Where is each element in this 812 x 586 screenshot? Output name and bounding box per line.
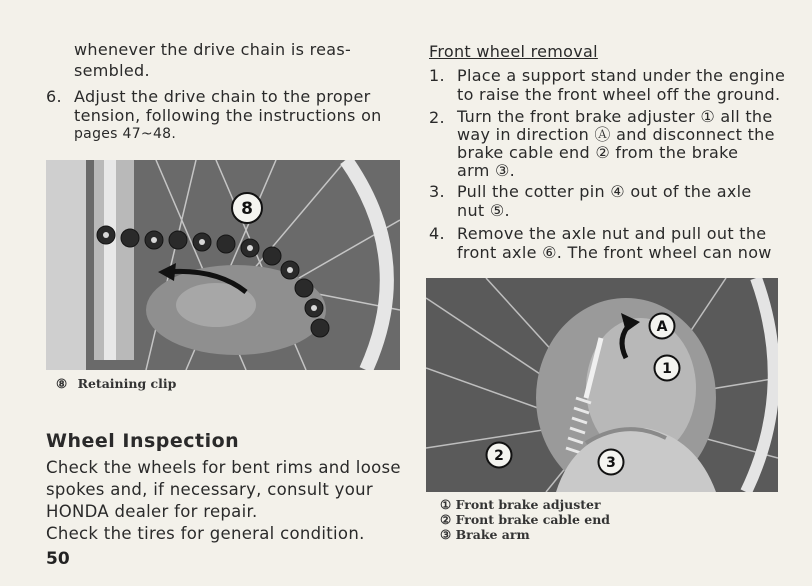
caption-front-brake-cable-end: ② Front brake cable end [440, 512, 611, 527]
step-6-text: Adjust the drive chain to the proper tension, following the instructions on pages 47~48. [74, 87, 382, 142]
step-3-number: 3. [429, 182, 445, 201]
caption-brake-arm: ③ Brake arm [440, 527, 530, 542]
step-1-number: 1. [429, 66, 445, 85]
right-figure-captions [440, 497, 610, 542]
drive-chain-photo [46, 160, 400, 370]
continued-line-2: sembled. [74, 61, 150, 80]
svg-text:2: 2 [494, 448, 504, 464]
callout-8 [229, 190, 265, 226]
caption-mark-8: ⑧ [56, 376, 68, 391]
svg-text:1: 1 [662, 361, 672, 377]
continued-line-1: whenever the drive chain is reas- [74, 40, 352, 59]
step-1 [429, 66, 799, 106]
step-6-number: 6. [46, 87, 62, 106]
step-4 [429, 224, 799, 264]
wheel-inspection-text: Check the wheels for bent rims and loose spokes and, if necessary, consult your HONDA dealer for repair. Check the tires for general condition. [46, 458, 401, 543]
caption-retaining-clip: Retaining clip [77, 376, 177, 391]
callout-3 [596, 447, 626, 477]
step-6 [46, 87, 416, 147]
left-figure-caption [56, 376, 176, 391]
step-2-text: Turn the front brake adjuster ① all the way in direction Ⓐ and disconnect the brake cable end ② from the brake arm ③. [457, 107, 775, 180]
step-2 [429, 108, 799, 184]
section-heading-wheel-inspection: Wheel Inspection [46, 430, 240, 452]
svg-text:8: 8 [241, 199, 253, 219]
step-3 [429, 182, 799, 222]
callout-1 [652, 353, 682, 383]
front-brake-photo [426, 278, 778, 492]
step-4-text: Remove the axle nut and pull out the front axle ⑥. The front wheel can now [457, 224, 772, 262]
callout-2 [484, 440, 514, 470]
callout-A [647, 311, 677, 341]
svg-text:3: 3 [606, 455, 616, 471]
step-3-text: Pull the cotter pin ④ out of the axle nut ⑤. [457, 182, 752, 220]
step-4-number: 4. [429, 224, 445, 243]
section-heading-front-wheel-removal: Front wheel removal [429, 42, 598, 61]
svg-text:A: A [656, 319, 668, 335]
drive-chain-illustration [46, 160, 400, 370]
page-number: 50 [46, 549, 70, 569]
caption-front-brake-adjuster: ① Front brake adjuster [440, 497, 601, 512]
step-2-number: 2. [429, 108, 445, 127]
step-1-text: Place a support stand under the engine to raise the front wheel off the ground. [457, 66, 786, 104]
